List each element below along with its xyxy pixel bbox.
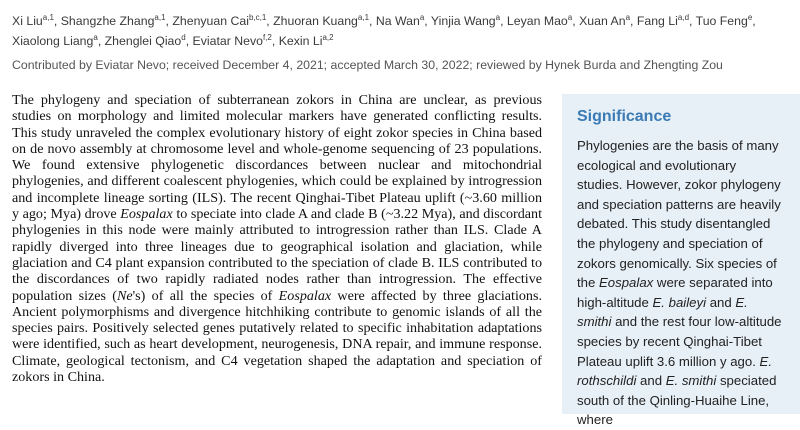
author — [637, 14, 689, 28]
author-name: Yinjia Wang — [430, 14, 496, 28]
abstract-italic-ne: Ne — [116, 287, 133, 304]
author — [12, 34, 98, 48]
author-name: Xiaolong Liang — [12, 34, 94, 48]
author — [376, 14, 424, 28]
author — [696, 14, 753, 28]
abstract-segment: The phylogeny and speciation of subterranean zokors in China are unclear, as previous studies on morphology and limited molecular markers have generated conflicting results. This study unraveled the complex evolutionary history of eight zokor species in China based on de novo assembly at chromosome level and whole-genome sequencing of 23 populations. We found extensive phylogenetic discordances between nuclear and mitochondrial phylogenies, and different coalescent phylogenies, which could be explained by introgression and incomplete lineage sorting (ILS). The recent Qinghai-Tibet Plateau uplift (~3.60 million y ago; Mya) drove — [12, 92, 542, 223]
author-affiliation: f,2 — [262, 32, 272, 42]
author — [279, 34, 334, 48]
significance-heading: Significance — [577, 108, 672, 125]
author-affiliation: a,1 — [154, 12, 166, 22]
abstract-segment: 's) of all the species of — [132, 287, 279, 304]
author-name: Leyan Mao — [506, 14, 568, 28]
abstract-italic-genus: Eospalax — [278, 287, 332, 304]
author-affiliation: b,c,1 — [248, 12, 267, 22]
author — [12, 14, 54, 28]
significance-italic: E. rothschildi — [577, 353, 773, 389]
author-name: Zhenglei Qiao — [104, 34, 182, 48]
author-affiliation: a — [625, 12, 631, 22]
abstract-segment: to speciate into clade A and clade B (~3.22 Mya), and discordant phylogenies in this node were mainly attributed to introgression rather than ILS. Clade A rapidly diverged into three lineages due to geographical isolation and glaciation, while glaciation and C4 plant expansion contributed to the speciation of clade B. ILS contributed to the discordances of two rapidly radiated nodes rather than introgression. The effective population sizes ( — [12, 206, 542, 304]
author — [579, 14, 630, 28]
contribution-line: Contributed by Eviatar Nevo; received December 4, 2021; accepted March 30, 2022; reviewed by Hynek Burda and Zhengting Zou — [12, 58, 723, 72]
significance-segment: speciated south of the Qinling-Huaihe Line, where — [577, 373, 777, 428]
significance-italic: E. smithi — [665, 373, 717, 389]
author — [193, 34, 272, 48]
author-name: Zhenyuan Cai — [172, 14, 249, 28]
author — [273, 14, 369, 28]
author — [172, 14, 266, 28]
author-affiliation: a,1 — [42, 12, 54, 22]
significance-segment: and the rest four low-altitude species by recent Qinghai-Tibet Plateau uplift 3.6 million y ago. — [577, 314, 782, 369]
author-affiliation: a — [419, 12, 425, 22]
author-name: Na Wan — [375, 14, 420, 28]
author — [61, 14, 166, 28]
author-list: Xi Liu$^{a,1}$, Shangzhe Zhang$^{a,1}$, Zhenyuan Cai$^{b,c,1}$, Zhuoran Kuang$^{a,1}$, Na Wan$^a$, Yinjia Wang$^a$, Leyan Mao$^a$, Xuan An$^a$, Fang Li$^{a,d}$, Tuo Feng$^e$, Xiaolong Liang$^a$, Zhenglei Qiao$^d$, Eviatar Nevo$^{f,2}$, Kexin Li$^{a,2}$ — [12, 12, 756, 48]
author-name: Shangzhe Zhang — [60, 14, 155, 28]
author-affiliation: a,d — [677, 12, 690, 22]
author-name: Zhuoran Kuang — [273, 14, 358, 28]
abstract-segment: were affected by three glaciations. Ancient polymorphisms and divergence hitchhiking contribute to genomic islands of all the species pairs. Positively selected genes putatively related to specific inhabitation adaptations were identified, such as heart development, neurogenesis, DNA repair, and immune response. Climate, geological tectonism, and C4 vegetation shaped the adaptation and speciation of zokors in China. — [12, 287, 542, 386]
author — [507, 14, 572, 28]
abstract-italic-genus: Eospalax — [120, 206, 173, 223]
author-name: Eviatar Nevo — [192, 34, 263, 48]
significance-italic: E. smithi — [577, 294, 748, 330]
author-affiliation: d — [181, 32, 186, 42]
abstract-text — [12, 92, 542, 385]
significance-italic: E. baileyi — [652, 294, 707, 310]
author-affiliation: e — [747, 12, 753, 22]
significance-text — [577, 136, 783, 430]
author-affiliation: a — [495, 12, 501, 22]
author-name: Xuan An — [579, 14, 626, 28]
significance-segment: Phylogenies are the basis of many ecological and evolutionary studies. However, zokor phylogeny and speciation patterns are heavily debated. This study disentangled the phylogeny and speciation of zokors genomically. Six species of the — [577, 138, 781, 291]
significance-segment: and — [636, 373, 666, 389]
significance-segment: were separated into high-altitude — [577, 275, 773, 310]
significance-segment: and — [706, 294, 736, 310]
author-affiliation: a,1 — [357, 12, 370, 22]
author-name: Xi Liu — [12, 14, 43, 28]
significance-italic: Eospalax — [599, 275, 654, 291]
author-name: Kexin Li — [278, 34, 323, 48]
author-affiliation: a,2 — [322, 32, 334, 42]
author — [431, 14, 500, 28]
author-affiliation: a — [567, 12, 573, 22]
author-name: Tuo Feng — [695, 14, 748, 28]
author-affiliation: a — [93, 32, 98, 42]
author — [105, 34, 186, 48]
author-name: Fang Li — [636, 14, 678, 28]
